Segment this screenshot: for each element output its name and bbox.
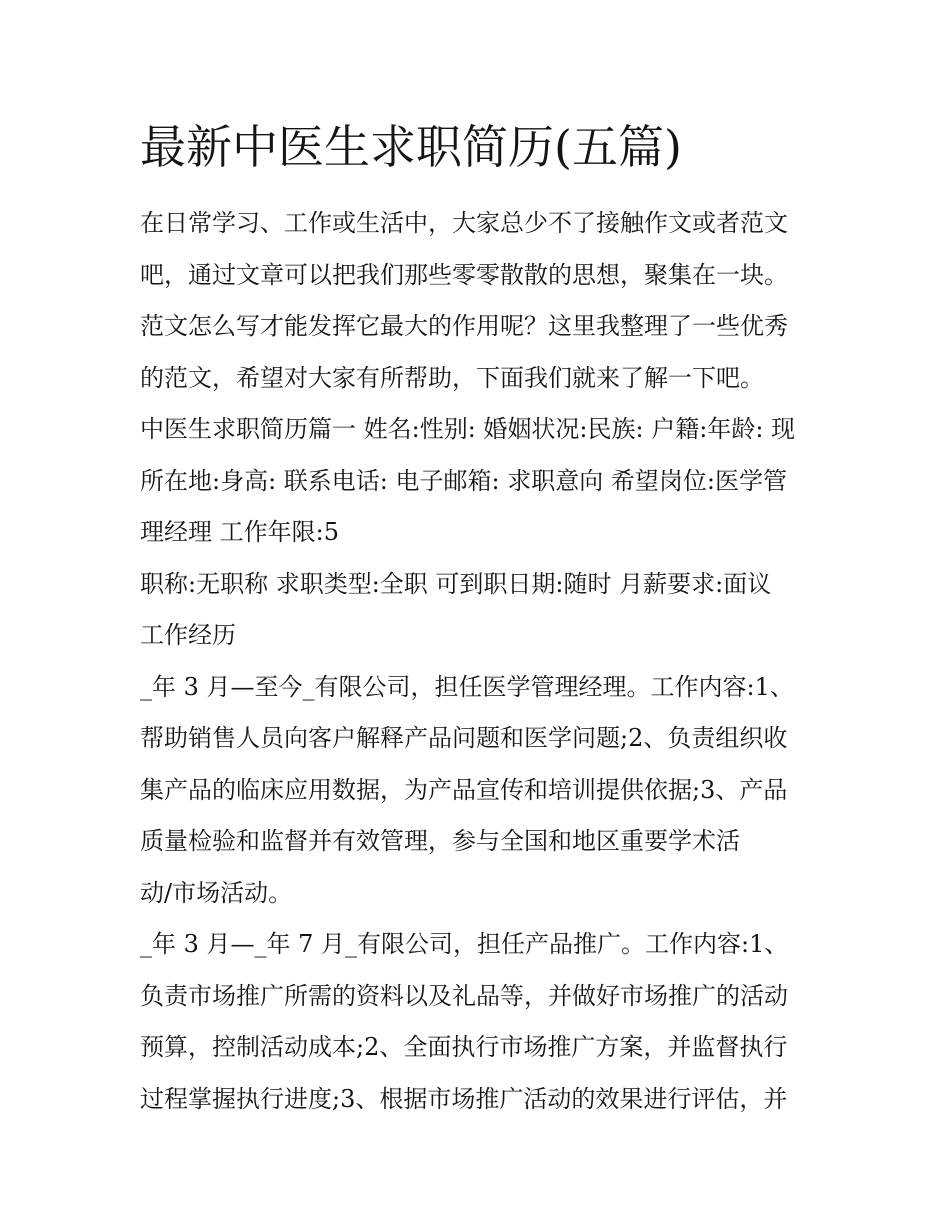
body-line: 职称:无职称 求职类型:全职 可到职日期:随时 月薪要求:面议 <box>140 569 772 598</box>
body-line: 帮助销售人员向客户解释产品问题和医学问题;2、负责组织收 <box>140 724 788 752</box>
section-heading-work-experience: 工作经历 <box>140 621 236 649</box>
body-line: 负责市场推广所需的资料以及礼品等，并做好市场推广的活动 <box>140 981 788 1010</box>
body-line: 的范文，希望对大家有所帮助，下面我们就来了解一下吧。 <box>140 363 764 392</box>
body-line: 范文怎么写才能发挥它最大的作用呢？这里我整理了一些优秀 <box>140 312 788 340</box>
body-line: 理经理 工作年限:5 <box>140 518 339 546</box>
body-line: 中医生求职简历篇一 姓名:性别: 婚姻状况:民族: 户籍:年龄: 现 <box>140 415 796 443</box>
body-line: 质量检验和监督并有效管理，参与全国和地区重要学术活 <box>140 827 740 855</box>
body-line: 过程掌握执行进度;3、根据市场推广活动的效果进行评估，并 <box>140 1084 788 1113</box>
body-line: 动/市场活动。 <box>140 878 293 907</box>
body-line: _年 3 月—至今_有限公司，担任医学管理经理。工作内容:1、 <box>140 672 794 701</box>
body-line: 吧，通过文章可以把我们那些零零散散的思想，聚集在一块。 <box>140 260 788 289</box>
body-line: 在日常学习、工作或生活中，大家总少不了接触作文或者范文 <box>140 209 788 237</box>
document-title: 最新中医生求职简历(五篇) <box>140 120 682 174</box>
body-line: 集产品的临床应用数据，为产品宣传和培训提供依据;3、产品 <box>140 775 788 804</box>
document-body <box>140 198 830 1125</box>
body-line: 预算，控制活动成本;2、全面执行市场推广方案，并监督执行 <box>140 1033 788 1061</box>
body-line: _年 3 月—_年 7 月_有限公司，担任产品推广。工作内容:1、 <box>140 930 789 958</box>
body-line: 所在地:身高: 联系电话: 电子邮箱: 求职意向 希望岗位:医学管 <box>140 466 787 495</box>
